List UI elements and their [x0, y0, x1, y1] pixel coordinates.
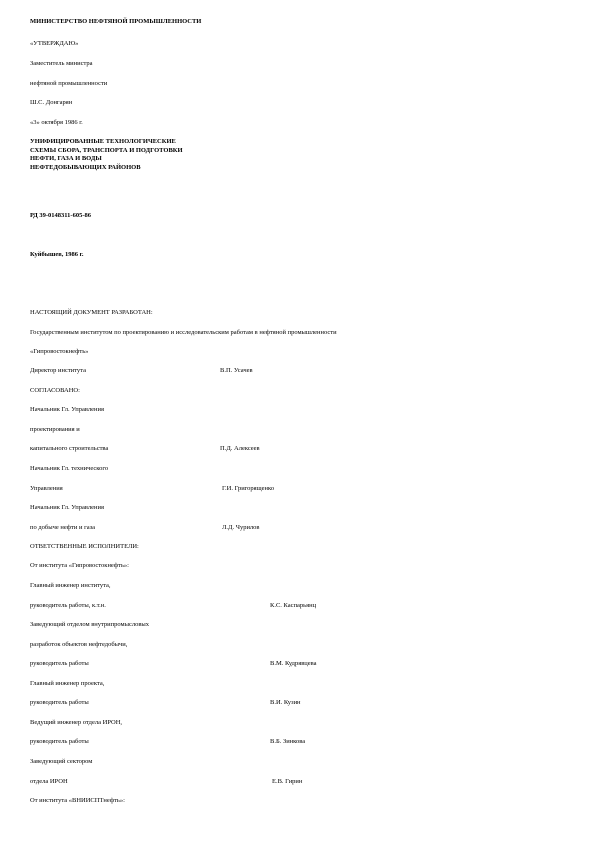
institute-description: Государственным институтом по проектированию и исследовательским работам в нефтяной промышленности: [30, 329, 337, 336]
approval-date: «3» октября 1986 г.: [30, 119, 83, 126]
title-line: СХЕМЫ СБОРА, ТРАНСПОРТА И ПОДГОТОВКИ: [30, 146, 183, 154]
deputy-title: Заместитель министра: [30, 60, 93, 67]
signatory-name: П.Д. Алексеев: [220, 445, 260, 452]
document-code: РД 39-0148311-605-86: [30, 212, 92, 219]
executor-title: отдела ИРОН: [30, 778, 68, 785]
developed-by-heading: НАСТОЯЩИЙ ДОКУМЕНТ РАЗРАБОТАН:: [30, 309, 153, 316]
signatory-title: по добыче нефти и газа: [30, 524, 96, 531]
institute-name: «Гипровостокнефть»: [30, 348, 89, 355]
signatory-title: проектирования и: [30, 426, 80, 433]
deputy-name: Ш.С. Донгарян: [30, 99, 73, 106]
ministry-heading: МИНИСТЕРСТВО НЕФТЯНОЙ ПРОМЫШЛЕННОСТИ: [30, 18, 202, 25]
institute-label: От института «ВНИИСПТнефть»:: [30, 797, 125, 804]
signatory-title: Управления: [30, 485, 63, 492]
executor-title: Заведующий сектором: [30, 758, 93, 765]
approval-stamp: «УТВЕРЖДАЮ»: [30, 40, 79, 47]
executor-title: Ведущий инженер отдела ИРОН,: [30, 719, 123, 726]
document-title: [30, 138, 183, 172]
executor-title: руководитель работы: [30, 660, 89, 667]
executor-name: Е.В. Гирин: [272, 778, 303, 785]
institute-label: От института «Гипровостокнефть»:: [30, 562, 129, 569]
title-line: УНИФИЦИРОВАННЫЕ ТЕХНОЛОГИЧЕСКИЕ: [30, 138, 176, 145]
executor-title: разработок объектов нефтедобычи,: [30, 641, 128, 648]
executor-name: К.С. Каспарьянц: [270, 602, 317, 609]
agreed-heading: СОГЛАСОВАНО:: [30, 387, 80, 394]
executor-title: руководитель работы: [30, 699, 89, 706]
city-year: Куйбышев, 1986 г.: [30, 251, 84, 258]
signatory-title: Начальник Гл. Управления: [30, 406, 104, 413]
deputy-title-line2: нефтяной промышленности: [30, 80, 108, 87]
executor-title: Главный инженер института,: [30, 582, 111, 589]
executor-name: В.И. Кузин: [270, 699, 301, 706]
title-line: НЕФТЕДОБЫВАЮЩИХ РАЙОНОВ: [30, 163, 141, 171]
director-name: В.П. Усачев: [220, 367, 253, 374]
responsible-heading: ОТВЕТСТВЕННЫЕ ИСПОЛНИТЕЛИ:: [30, 543, 139, 550]
executor-title: Главный инженер проекта,: [30, 680, 105, 687]
executor-title: руководитель работы, к.т.н.: [30, 602, 106, 609]
executor-name: В.Б. Зинкова: [270, 738, 306, 745]
executor-name: В.М. Кудрявцева: [270, 660, 317, 667]
signatory-name: Г.И. Григорященко: [222, 485, 275, 492]
title-line: НЕФТИ, ГАЗА И ВОДЫ: [30, 155, 102, 162]
executor-title: руководитель работы: [30, 738, 89, 745]
signatory-title: Начальник Гл. Управления: [30, 504, 104, 511]
signatory-title: Начальник Гл. технического: [30, 465, 109, 472]
signatory-title: капитального строительства: [30, 445, 109, 452]
executor-title: Заведующий отделом внутрипромысловых: [30, 621, 150, 628]
director-title: Директор института: [30, 367, 86, 374]
signatory-name: Л.Д. Чурилов: [222, 524, 260, 531]
